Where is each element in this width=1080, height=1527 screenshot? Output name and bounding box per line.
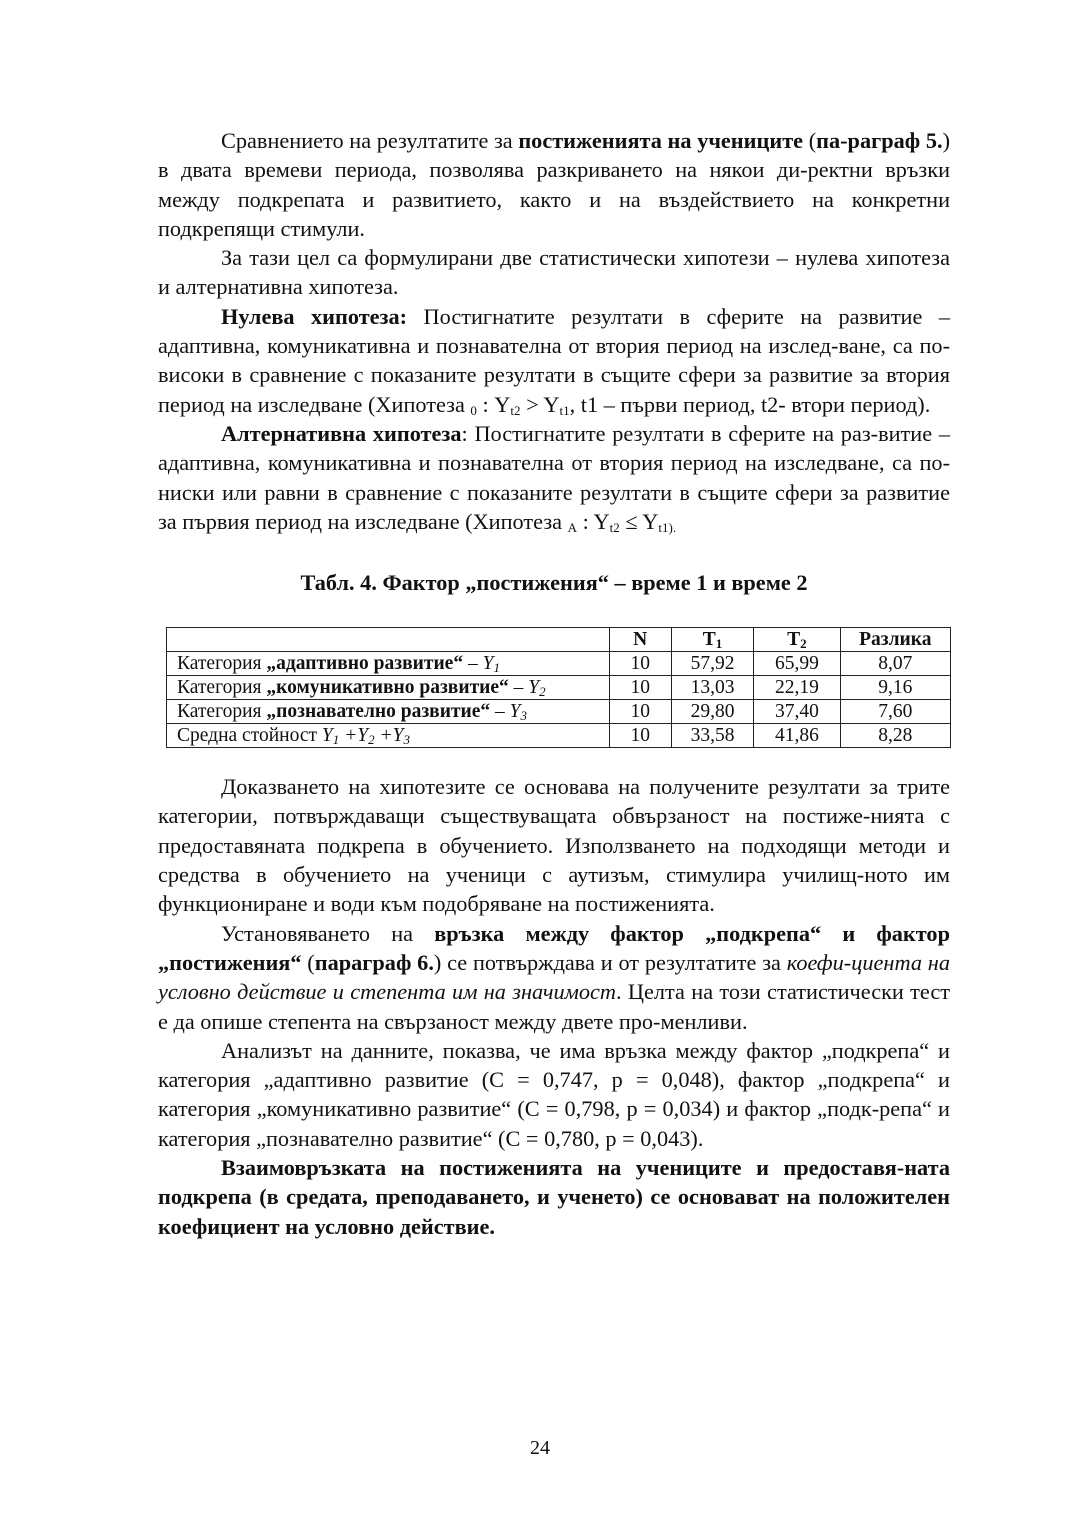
paragraph-null-hypothesis: Нулева хипотеза: Постигнатите резултати в сферите на развитие – адаптивна, комуникативна и познавателна от втория период на изслед-ване, са по-високи в сравнение с показаните резултати в същите сфери за развитие за втория период на изследване (Хипотеза $_0$ : $Y_{t2} > Y_{t1}$, t1 – първи период, t2- втори период).: [158, 303, 950, 418]
cell-n: 10: [609, 724, 671, 748]
cell-t2: 37,40: [754, 700, 840, 724]
cell-n: 10: [609, 652, 671, 676]
table-header-row: [167, 628, 951, 652]
table-caption: Табл. 4. Фактор „постижения“ – време 1 и време 2: [300, 570, 808, 596]
row-label: Категория „комуникативно развитие“ – $Y_2$: [167, 676, 610, 700]
page-body: [158, 126, 950, 1241]
cell-difference: 8,28: [840, 724, 950, 748]
paragraph-hypotheses-intro: За тази цел са формулирани две статистически хипотези – нулева хипотеза и алтернативна хипотеза.: [158, 245, 950, 300]
paragraph-proof: Доказването на хипотезите се основава на получените резултати за трите категории, потвърждаващи съществуващата обвързаност на постиже-нията с предоставяната подкрепа в обучението. Използването на подходящи методи и средства в обучението на ученици с аутизъм, стимулира училищ-ното им функциониране и води към подобряване на постиженията.: [158, 774, 950, 917]
bold-phrase: постиженията на учениците: [518, 128, 804, 153]
page-number: 24: [530, 1437, 550, 1459]
cell-t2: 65,99: [754, 652, 840, 676]
header-n: N: [609, 628, 671, 652]
paragraph-analysis: Анализът на данните, показва, че има връзка между фактор „подкрепа“ и категория „адаптивно развитие (C = 0,747, p = 0,048), фактор „подкрепа“ и категория „комуникативно развитие“ (C = 0,798, p = 0,034) и фактор „подк-репа“ и категория „познавателно развитие“ (C = 0,780, p = 0,043).: [158, 1037, 950, 1151]
cell-difference: 9,16: [840, 676, 950, 700]
table-row: [167, 652, 951, 676]
cell-t1: 13,03: [671, 676, 753, 700]
table-row: [167, 700, 951, 724]
table-row: [167, 676, 951, 700]
cell-t2: 41,86: [754, 724, 840, 748]
null-hypothesis-label: Нулева хипотеза:: [221, 303, 408, 329]
cell-t1: 29,80: [671, 700, 753, 724]
cell-t1: 57,92: [671, 652, 753, 676]
paragraph-relationship: Установяването на връзка между фактор „подкрепа“ и фактор „постижения“ (параграф 6.) се потвърждава и от резултатите за коефи-циента на условно действие и степента им на значимост. Целта на този статистически тест е да опише степента на свързаност между двете про-менливи.: [158, 920, 950, 1034]
conclusion-bold: Взаимовръзката на постиженията на учениците и предоставя-ната подкрепа (в средата, преподаването, и ученето) се основават на положителен коефициент на условно действие.: [158, 1155, 950, 1239]
bold-phrase: връзка между фактор „подкрепа“ и фактор „постижения“: [158, 920, 950, 975]
header-t2: $T_2$: [754, 628, 840, 652]
cell-n: 10: [609, 676, 671, 700]
row-label: Средна стойност $Y_1 +Y_2 +Y_3$: [167, 724, 610, 748]
header-blank: [167, 628, 610, 652]
row-label: Категория „познавателно развитие“ – $Y_3$: [167, 700, 610, 724]
paragraph-comparison: Сравнението на резултатите за постиженията на учениците (па-раграф 5.) в двата времеви периода, позволява разкриването на някои ди-ректни връзки между подкрепата и развитието, както и на въздействието на конкретни подкрепящи стимули.: [158, 128, 951, 241]
header-t1: $T_1$: [671, 628, 753, 652]
cell-difference: 7,60: [840, 700, 950, 724]
cell-t2: 22,19: [754, 676, 840, 700]
bold-reference: па-раграф 5.: [816, 128, 943, 153]
cell-t1: 33,58: [671, 724, 753, 748]
results-table: [166, 627, 951, 748]
paragraph-alternative-hypothesis: Алтернативна хипотеза: Постигнатите резултати в сферите на раз-витие – адаптивна, комуникативна и познавателна от втория период на изследване, са по-ниски или равни в сравнение с показаните резултати в същите сфери за развитие за първия период на изследване (Хипотеза $_A$ : $Y_{t2} \le Y_{t1).}$: [158, 420, 950, 535]
header-difference: Разлика: [840, 628, 950, 652]
table-row-average: [167, 724, 951, 748]
row-label: Категория „адаптивно развитие“ – $Y_1$: [167, 652, 610, 676]
alternative-hypothesis-label: Алтернативна хипотеза: [221, 420, 462, 446]
paragraph-conclusion: [158, 1153, 950, 1241]
italic-phrase: коефи-циента на условно действие и степента им на значимост: [158, 949, 950, 1005]
cell-difference: 8,07: [840, 652, 950, 676]
cell-n: 10: [609, 700, 671, 724]
bold-reference: параграф 6.: [314, 949, 434, 975]
